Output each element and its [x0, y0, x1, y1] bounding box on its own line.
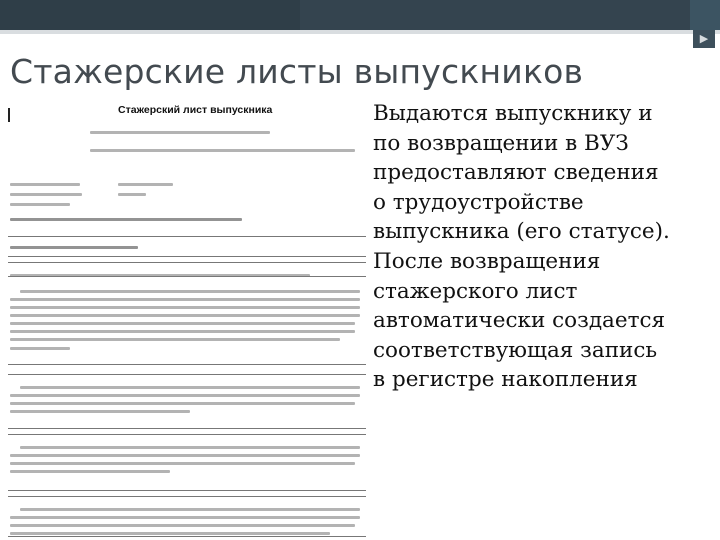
document-text-line	[20, 290, 360, 293]
body-line: о трудоустройстве	[373, 189, 584, 215]
document-text-line	[10, 347, 70, 350]
document-text-line	[10, 394, 360, 397]
body-line: стажерского лист	[373, 278, 578, 304]
document-text-line	[20, 446, 360, 449]
body-line: Выдаются выпускнику и	[373, 101, 653, 126]
document-rule	[8, 536, 366, 537]
document-rule	[8, 364, 366, 365]
document-text-line	[10, 330, 355, 333]
body-line: соответствующая запись	[373, 337, 658, 363]
document-text-line	[10, 470, 170, 473]
body-line: предоставляют сведения	[373, 160, 659, 186]
document-text-line	[10, 454, 360, 457]
document-rule	[8, 496, 366, 497]
document-heading: Стажерский лист выпускника	[118, 104, 273, 116]
document-text-line	[10, 402, 355, 405]
document-rule	[8, 262, 366, 263]
document-rule	[8, 256, 366, 257]
body-line: выпускника (его статусе).	[373, 219, 670, 245]
document-text-line	[10, 306, 360, 309]
body-text	[373, 99, 713, 395]
document-rule	[8, 236, 366, 237]
document-rule	[8, 434, 366, 435]
document-text-line	[10, 462, 355, 465]
document-text-line	[10, 314, 360, 317]
document-rule	[8, 276, 366, 277]
body-line: После возвращения	[373, 248, 601, 274]
header-bar-accent	[300, 0, 720, 30]
header-divider	[0, 30, 720, 34]
document-text-line	[20, 508, 360, 511]
document-text-line	[10, 338, 340, 341]
body-line: по возвращении в ВУЗ	[373, 130, 629, 156]
document-rule	[8, 374, 366, 375]
document-rule	[8, 490, 366, 491]
document-text-line	[90, 131, 270, 134]
document-edge-mark	[8, 108, 11, 122]
document-text-line	[10, 193, 82, 196]
document-text-line	[10, 298, 360, 301]
header-bar-corner	[690, 0, 720, 30]
body-line: в регистре накопления	[373, 367, 638, 393]
document-text-line	[10, 183, 80, 186]
document-text-line	[10, 322, 355, 325]
document-text-line	[10, 218, 242, 221]
document-text-line	[10, 203, 70, 206]
play-arrow-icon[interactable]: ▶	[693, 30, 715, 48]
document-text-line	[20, 386, 360, 389]
document-text-line	[90, 149, 355, 152]
document-text-line	[10, 410, 190, 413]
document-text-line	[10, 516, 360, 519]
document-text-line	[118, 183, 173, 186]
document-text-line	[118, 193, 146, 196]
document-thumbnail	[8, 98, 366, 538]
document-text-line	[10, 532, 330, 535]
document-text-line	[10, 524, 355, 527]
slide-title: Стажерские листы выпускников	[10, 52, 584, 91]
document-rule	[8, 428, 366, 429]
body-line: автоматически создается	[373, 308, 666, 334]
document-text-line	[10, 246, 138, 249]
